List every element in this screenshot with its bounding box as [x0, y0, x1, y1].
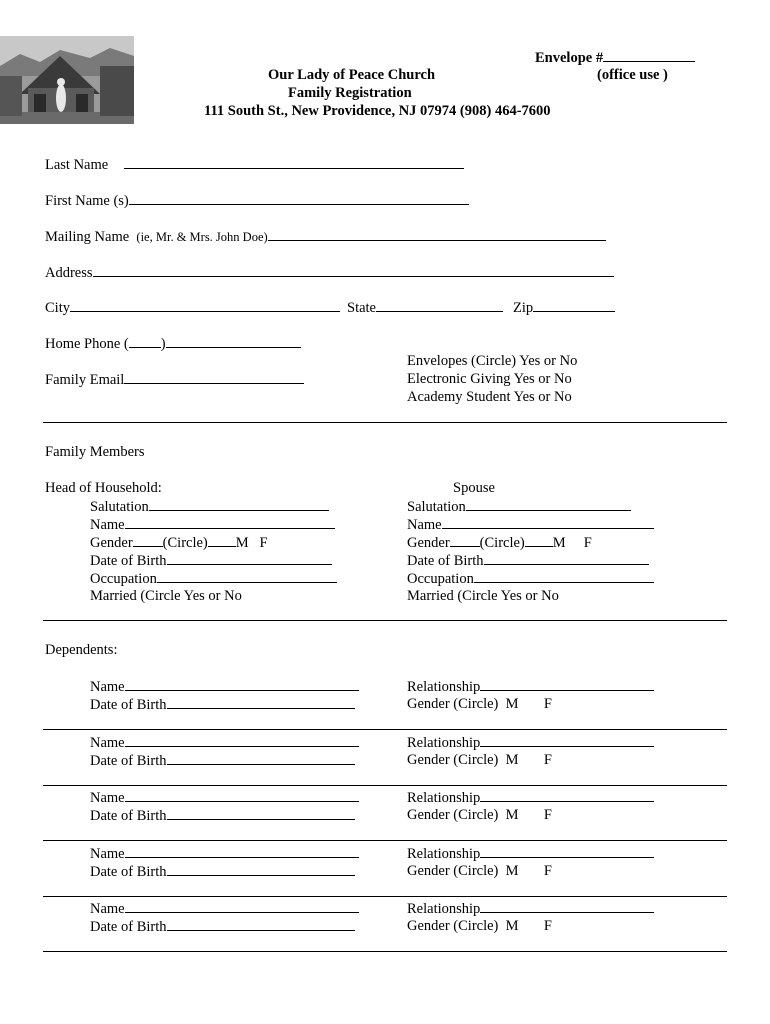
- head-salutation-field[interactable]: [90, 497, 329, 516]
- head-gender-field[interactable]: [90, 533, 268, 552]
- gender-f-option[interactable]: F: [259, 535, 268, 551]
- home-phone-label: Home Phone (: [45, 336, 129, 352]
- gender-circle-label: (Circle): [479, 535, 525, 551]
- dependent-divider: [43, 729, 727, 730]
- address-label: Address: [45, 265, 93, 281]
- family-email-blank[interactable]: [124, 370, 304, 384]
- state-field[interactable]: [347, 298, 503, 317]
- city-field[interactable]: [45, 298, 340, 317]
- electronic-giving-option[interactable]: Electronic Giving Yes or No: [407, 371, 572, 387]
- family-email-field[interactable]: [45, 370, 304, 389]
- dependent-2-gender-field[interactable]: [407, 751, 552, 769]
- head-dob-field[interactable]: [90, 551, 332, 570]
- dependent-3-dob-blank[interactable]: [167, 806, 355, 820]
- salutation-label: Salutation: [407, 499, 466, 515]
- dependent-3-relationship-field[interactable]: [407, 788, 654, 807]
- dependent-3-name-blank[interactable]: [125, 788, 359, 802]
- family-email-label: Family Email: [45, 372, 125, 388]
- head-name-field[interactable]: [90, 515, 335, 534]
- dependent-relationship-label: Relationship: [407, 790, 481, 806]
- zip-blank[interactable]: [533, 298, 615, 312]
- home-phone-paren: ): [160, 336, 166, 352]
- head-gender-blank-2[interactable]: [208, 533, 236, 547]
- last-name-blank[interactable]: [124, 155, 464, 169]
- head-name-blank[interactable]: [125, 515, 335, 529]
- dependent-gender-label: Gender (Circle): [407, 863, 499, 879]
- zip-label: Zip: [513, 300, 534, 316]
- dependent-relationship-label: Relationship: [407, 901, 481, 917]
- dependent-2-dob-blank[interactable]: [167, 751, 355, 765]
- first-name-field[interactable]: [45, 191, 469, 210]
- dependent-4-gender-field[interactable]: [407, 862, 552, 880]
- dependent-3-gender-field[interactable]: [407, 806, 552, 824]
- gender-m-option[interactable]: M: [505, 807, 519, 823]
- gender-circle-label: (Circle): [162, 535, 208, 551]
- home-phone-blank[interactable]: [166, 334, 301, 348]
- dependent-3-dob-field[interactable]: [90, 806, 355, 825]
- home-phone-field[interactable]: [45, 334, 301, 353]
- gender-m-option[interactable]: M: [552, 535, 566, 551]
- dependent-gender-label: Gender (Circle): [407, 752, 499, 768]
- dependent-5-relationship-blank[interactable]: [480, 899, 654, 913]
- dependent-name-label: Name: [90, 679, 125, 695]
- dependent-1-name-field[interactable]: [90, 677, 359, 696]
- dependent-name-label: Name: [90, 901, 125, 917]
- zip-field[interactable]: [513, 298, 615, 317]
- head-of-household-heading: Head of Household:: [45, 480, 162, 496]
- head-occupation-field[interactable]: [90, 569, 337, 588]
- dependent-divider: [43, 785, 727, 786]
- dependent-1-gender-field[interactable]: [407, 695, 552, 713]
- dependent-gender-label: Gender (Circle): [407, 696, 499, 712]
- spouse-salutation-blank[interactable]: [466, 497, 631, 511]
- state-label: State: [347, 300, 376, 316]
- mailing-name-field[interactable]: [45, 227, 606, 246]
- spouse-occupation-field[interactable]: [407, 569, 654, 588]
- dependent-2-relationship-blank[interactable]: [480, 733, 654, 747]
- dependent-5-gender-field[interactable]: [407, 917, 552, 935]
- dependent-dob-label: Date of Birth: [90, 697, 167, 713]
- gender-f-option[interactable]: F: [543, 863, 552, 879]
- gender-label: Gender: [90, 535, 133, 551]
- dependent-name-label: Name: [90, 735, 125, 751]
- dependent-3-relationship-blank[interactable]: [480, 788, 654, 802]
- gender-m-option[interactable]: M: [505, 863, 519, 879]
- gender-f-option[interactable]: F: [583, 535, 592, 551]
- dependent-2-name-field[interactable]: [90, 733, 359, 752]
- church-photo: [0, 36, 134, 124]
- spouse-gender-blank[interactable]: [450, 533, 480, 547]
- dependent-1-dob-blank[interactable]: [167, 695, 355, 709]
- name-label: Name: [90, 517, 125, 533]
- dependent-5-dob-field[interactable]: [90, 917, 355, 936]
- address-field[interactable]: [45, 263, 614, 282]
- head-married-option[interactable]: Married (Circle Yes or No: [90, 588, 242, 604]
- gender-f-option[interactable]: F: [543, 918, 552, 934]
- academy-student-option[interactable]: Academy Student Yes or No: [407, 389, 572, 405]
- church-address: 111 South St., New Providence, NJ 07974 (908) 464-7600: [204, 103, 551, 119]
- city-label: City: [45, 300, 70, 316]
- head-occupation-blank[interactable]: [157, 569, 337, 583]
- occupation-label: Occupation: [407, 571, 474, 587]
- family-members-heading: Family Members: [45, 444, 145, 460]
- dependent-dob-label: Date of Birth: [90, 808, 167, 824]
- salutation-label: Salutation: [90, 499, 149, 515]
- first-name-blank[interactable]: [129, 191, 469, 205]
- dependent-5-relationship-field[interactable]: [407, 899, 654, 918]
- gender-f-option[interactable]: F: [543, 807, 552, 823]
- dependent-1-relationship-blank[interactable]: [480, 677, 654, 691]
- state-blank[interactable]: [376, 298, 503, 312]
- spouse-occupation-blank[interactable]: [474, 569, 654, 583]
- dependent-dob-label: Date of Birth: [90, 753, 167, 769]
- dependent-divider: [43, 896, 727, 897]
- dependent-relationship-label: Relationship: [407, 735, 481, 751]
- head-dob-blank[interactable]: [167, 551, 332, 565]
- dependent-4-name-blank[interactable]: [125, 844, 359, 858]
- dependent-divider: [43, 840, 727, 841]
- gender-f-option[interactable]: F: [543, 752, 552, 768]
- dependent-5-dob-blank[interactable]: [167, 917, 355, 931]
- spouse-dob-blank[interactable]: [484, 551, 649, 565]
- last-name-field[interactable]: [45, 155, 464, 174]
- gender-f-option[interactable]: F: [543, 696, 552, 712]
- gender-m-option[interactable]: M: [235, 535, 249, 551]
- dependent-name-label: Name: [90, 790, 125, 806]
- dependent-relationship-label: Relationship: [407, 846, 481, 862]
- mailing-name-blank[interactable]: [268, 227, 606, 241]
- dependent-gender-label: Gender (Circle): [407, 918, 499, 934]
- dependent-5-name-field[interactable]: [90, 899, 359, 918]
- dependent-3-name-field[interactable]: [90, 788, 359, 807]
- envelope-label: Envelope #: [535, 50, 604, 66]
- dependent-4-dob-blank[interactable]: [167, 862, 355, 876]
- dependent-divider: [43, 951, 727, 952]
- section-divider: [43, 620, 727, 621]
- envelope-number-blank[interactable]: [603, 48, 695, 62]
- dependent-4-dob-field[interactable]: [90, 862, 355, 881]
- dependent-5-name-blank[interactable]: [125, 899, 359, 913]
- last-name-label: Last Name: [45, 157, 109, 173]
- mailing-name-label: Mailing Name: [45, 229, 130, 245]
- dob-label: Date of Birth: [90, 553, 167, 569]
- dob-label: Date of Birth: [407, 553, 484, 569]
- envelope-number-field[interactable]: [535, 48, 695, 67]
- dependent-4-relationship-field[interactable]: [407, 844, 654, 863]
- head-gender-blank[interactable]: [133, 533, 163, 547]
- dependent-2-dob-field[interactable]: [90, 751, 355, 770]
- form-title: Family Registration: [288, 85, 412, 101]
- spouse-heading: Spouse: [453, 480, 495, 496]
- address-blank[interactable]: [93, 263, 614, 277]
- spouse-salutation-field[interactable]: [407, 497, 631, 516]
- gender-m-option[interactable]: M: [505, 918, 519, 934]
- dependent-2-relationship-field[interactable]: [407, 733, 654, 752]
- dependent-name-label: Name: [90, 846, 125, 862]
- city-blank[interactable]: [70, 298, 340, 312]
- gender-label: Gender: [407, 535, 450, 551]
- gender-m-option[interactable]: M: [505, 696, 519, 712]
- section-divider: [43, 422, 727, 423]
- dependent-4-relationship-blank[interactable]: [480, 844, 654, 858]
- dependent-dob-label: Date of Birth: [90, 919, 167, 935]
- occupation-label: Occupation: [90, 571, 157, 587]
- area-code-blank[interactable]: [129, 334, 161, 348]
- envelopes-option[interactable]: Envelopes (Circle) Yes or No: [407, 353, 578, 369]
- spouse-gender-field[interactable]: [407, 533, 592, 552]
- dependent-1-name-blank[interactable]: [125, 677, 359, 691]
- dependent-gender-label: Gender (Circle): [407, 807, 499, 823]
- dependent-2-name-blank[interactable]: [125, 733, 359, 747]
- spouse-name-blank[interactable]: [442, 515, 654, 529]
- church-name: Our Lady of Peace Church: [268, 67, 436, 83]
- dependent-1-relationship-field[interactable]: [407, 677, 654, 696]
- spouse-gender-blank-2[interactable]: [525, 533, 553, 547]
- dependent-1-dob-field[interactable]: [90, 695, 355, 714]
- gender-m-option[interactable]: M: [505, 752, 519, 768]
- spouse-married-option[interactable]: Married (Circle Yes or No: [407, 588, 559, 604]
- first-name-label: First Name (s): [45, 193, 129, 209]
- head-salutation-blank[interactable]: [149, 497, 329, 511]
- dependent-dob-label: Date of Birth: [90, 864, 167, 880]
- spouse-dob-field[interactable]: [407, 551, 649, 570]
- mailing-name-hint: (ie, Mr. & Mrs. John Doe): [136, 230, 268, 244]
- spouse-name-field[interactable]: [407, 515, 654, 534]
- dependent-relationship-label: Relationship: [407, 679, 481, 695]
- dependents-heading: Dependents:: [45, 642, 118, 658]
- name-label: Name: [407, 517, 442, 533]
- dependent-4-name-field[interactable]: [90, 844, 359, 863]
- office-use-note: (office use ): [597, 67, 668, 83]
